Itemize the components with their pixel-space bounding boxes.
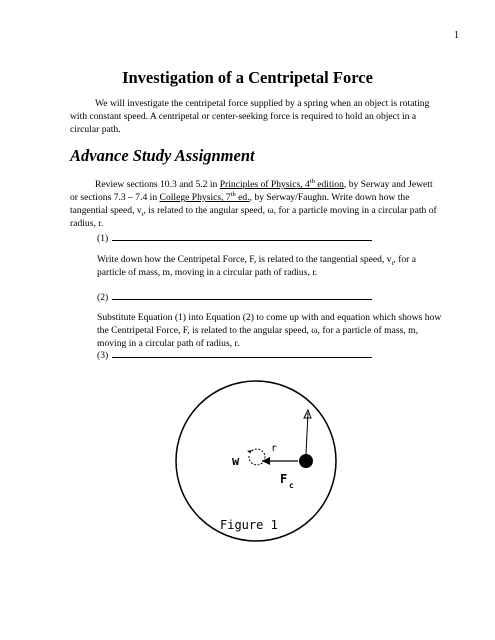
page-title: Investigation of a Centripetal Force [122, 68, 373, 87]
tangential-subscript: t [141, 210, 144, 218]
force-arrowhead-icon [262, 457, 270, 465]
answer-blank-1[interactable] [112, 231, 372, 241]
question-3-paragraph: Substitute Equation (1) into Equation (2) to come up with and equation which shows how the Centripetal Force, F, is related to the angular speed, ω, for a particle of mass, m, moving in a circular path of radius, r. [97, 312, 442, 349]
page-number: 1 [454, 30, 459, 41]
answer-blank-3[interactable] [112, 348, 372, 358]
study-text-2: , by Serway and Jewett or sections 7.3 – 7.4 in [70, 179, 433, 203]
rotating-mass [299, 454, 313, 468]
study-text-3: , by Serway/Faughn. Write down how the tangential speed, v [70, 192, 410, 216]
force-label: F [280, 472, 288, 486]
question-2-paragraph: Write down how the Centripetal Force, F, is related to the tangential speed, $v_t$, for a particle of mass, m, moving in a circular path of radius, r. [97, 254, 417, 278]
answer-blank-2[interactable] [112, 290, 372, 300]
angular-arrowhead-icon [247, 450, 252, 453]
study-text-4: , is related to the angular speed, ω, for a particle moving in a circular path of radius, r. [70, 205, 437, 229]
figure-caption: Figure 1 [220, 518, 278, 532]
answer-line-1 [97, 231, 442, 245]
answer-line-3 [97, 348, 442, 362]
book-title-principles: Principles of Physics, 4th edition [219, 177, 344, 190]
velocity-vector-line [306, 413, 308, 454]
radius-label: r [271, 443, 278, 454]
omega-label: w [232, 454, 240, 468]
equation-2-label: (2) [97, 292, 109, 303]
study-text-1: Review sections 10.3 and 5.2 in [95, 179, 220, 190]
equation-3-label: (3) [97, 350, 109, 361]
book-title-college: College Physics, 7th ed. [159, 190, 250, 203]
study-assignment-paragraph [70, 178, 440, 230]
force-subscript: c [289, 481, 294, 490]
answer-line-2 [97, 290, 442, 304]
intro-paragraph: We will investigate the centripetal force supplied by a spring when an object is rotating with constant speed. A centripetal or center-seeking force is required to hold an object in a circular path. [70, 98, 430, 135]
angular-speed-arrow-icon [249, 449, 265, 465]
equation-1-label: (1) [97, 233, 109, 244]
section-heading: Advance Study Assignment [70, 146, 255, 165]
